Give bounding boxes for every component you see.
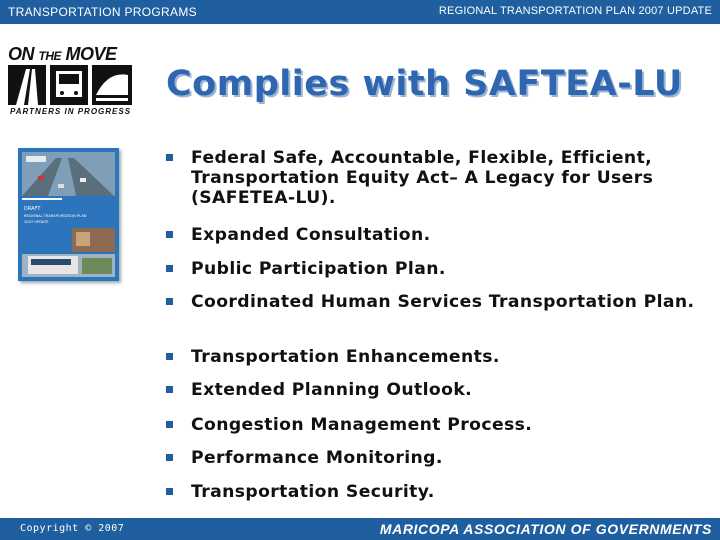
list-item-text: Transportation Enhancements. xyxy=(191,347,500,367)
list-item-text: Congestion Management Process. xyxy=(191,415,533,435)
square-bullet-icon xyxy=(166,154,173,161)
list-item-text: Coordinated Human Services Transportation Plan. xyxy=(191,292,695,312)
organization-logo-text: MARICOPA ASSOCIATION OF GOVERNMENTS xyxy=(379,521,712,537)
list-item-text: Federal Safe, Accountable, Flexible, Efficient, Transportation Equity Act– A Legacy for Users (SAFETEA-LU). xyxy=(191,148,654,208)
footer-bar xyxy=(0,518,720,540)
cover-line-draft: DRAFT xyxy=(24,206,41,212)
list-item-text: Performance Monitoring. xyxy=(191,448,443,468)
list-item-text: Public Participation Plan. xyxy=(191,259,446,279)
list-item-text: Extended Planning Outlook. xyxy=(191,380,473,400)
logo-transport-icons xyxy=(8,65,134,107)
copyright-notice: Copyright © 2007 xyxy=(20,523,125,534)
list-item-text: Expanded Consultation. xyxy=(191,225,431,245)
square-bullet-icon xyxy=(166,265,173,272)
square-bullet-icon xyxy=(166,421,173,428)
slide-title: Complies with SAFTEA-LU xyxy=(166,64,683,104)
square-bullet-icon xyxy=(166,488,173,495)
list-item-text: Transportation Security. xyxy=(191,482,435,502)
section-label: TRANSPORTATION PROGRAMS xyxy=(8,5,197,19)
square-bullet-icon xyxy=(166,386,173,393)
report-cover-thumbnail xyxy=(18,148,119,281)
on-the-move-logo xyxy=(8,44,134,118)
header-bar xyxy=(0,0,720,24)
square-bullet-icon xyxy=(166,454,173,461)
square-bullet-icon xyxy=(166,298,173,305)
square-bullet-icon xyxy=(166,353,173,360)
logo-wordmark: ON THE MOVE xyxy=(8,44,117,64)
document-label: REGIONAL TRANSPORTATION PLAN 2007 UPDATE xyxy=(438,5,712,17)
report-cover-image xyxy=(18,148,119,281)
logo-tagline: PARTNERS IN PROGRESS xyxy=(10,107,132,116)
square-bullet-icon xyxy=(166,231,173,238)
cover-line-update: 2007 UPDATE xyxy=(24,220,49,224)
cover-line-plan: REGIONAL TRANSPORTATION PLAN xyxy=(24,214,87,218)
